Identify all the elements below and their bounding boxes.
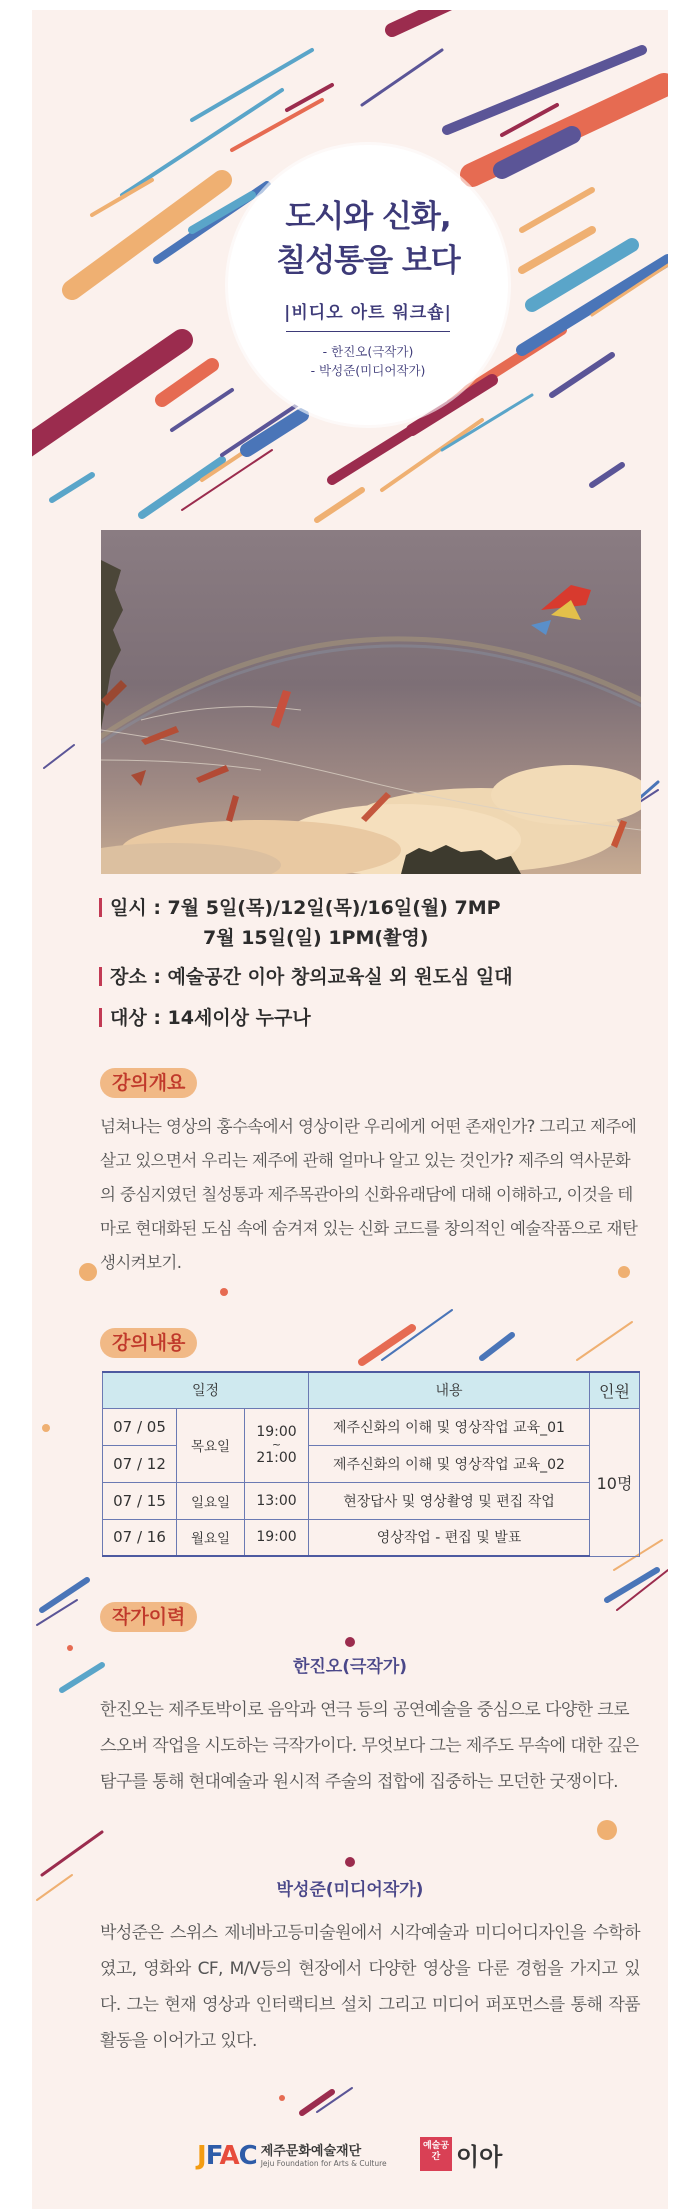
- artist-2-name: 박성준(미디어작가): [276, 1880, 424, 1900]
- row-content: 현장답사 및 영상촬영 및 편집 작업: [309, 1482, 590, 1519]
- info-target-text: 대상 : 14세이상 누구나: [110, 1007, 311, 1029]
- event-photo: [101, 530, 641, 874]
- artist-dot: [345, 1857, 355, 1867]
- header-schedule: 일정: [103, 1372, 309, 1408]
- info-bar: [99, 967, 102, 986]
- table-header-row: [103, 1372, 640, 1408]
- section-label-overview: 강의개요: [100, 1068, 197, 1098]
- jfac-logo: [197, 2137, 387, 2175]
- time-start: 19:00: [256, 1424, 297, 1440]
- row-date: 07 / 12: [103, 1445, 177, 1482]
- title-line-1: 도시와 신화,: [285, 199, 451, 235]
- section-label-content: 강의내용: [100, 1328, 197, 1358]
- ia-logo: [420, 2134, 502, 2174]
- artist-1-name: 한진오(극작가): [292, 1657, 408, 1677]
- info-date-extra: 7월 15일(일) 1PM(촬영): [203, 927, 429, 949]
- row-content: 제주신화의 이해 및 영상작업 교육_02: [309, 1445, 590, 1482]
- row-date: 07 / 15: [103, 1482, 177, 1519]
- title-circle: [228, 145, 508, 425]
- jfac-name-ko: 제주문화예술재단: [260, 2143, 362, 2159]
- jfac-name-en: Jeju Foundation for Arts & Culture: [260, 2158, 387, 2168]
- table-row: [103, 1408, 640, 1445]
- table-row: [103, 1519, 640, 1556]
- ia-logo-text: 이아: [456, 2142, 503, 2171]
- title-author-1: - 한진오(극작가): [322, 344, 414, 359]
- time-end: 21:00: [256, 1450, 297, 1466]
- section-label-artists: 작가이력: [100, 1602, 197, 1632]
- title-divider: [286, 331, 450, 332]
- row-people: 10명: [590, 1408, 640, 1556]
- header-content: 내용: [309, 1372, 590, 1408]
- info-place-text: 장소 : 예술공간 이아 창의교육실 외 원도심 일대: [110, 966, 513, 988]
- info-place: [99, 962, 513, 989]
- jfac-text: [261, 2144, 387, 2169]
- ia-logo-box: 예술공간: [420, 2137, 452, 2171]
- header-people: 인원: [590, 1372, 640, 1408]
- row-day-merged: 목요일: [177, 1408, 245, 1482]
- row-time: 13:00: [245, 1482, 309, 1519]
- row-day: 월요일: [177, 1519, 245, 1556]
- info-target: [99, 1003, 311, 1030]
- info-date-text: 일시 : 7월 5일(목)/12일(목)/16일(월) 7MP: [110, 897, 501, 919]
- title-subtitle: |비디오 아트 워크숍|: [284, 303, 452, 323]
- schedule-table: [102, 1371, 640, 1557]
- artist-2-bio: 박성준은 스위스 제네바고등미술원에서 시각예술과 미디어디자인을 수학하였고, 영화와 CF, M/V등의 현장에서 다양한 영상을 다룬 경험을 가지고 있다. 그는 현재 영상과 인터랙티브 설치 그리고 미디어 퍼포먼스를 통해 작품활동을 이어가고 있다.: [100, 1923, 640, 2051]
- time-tilde: ~: [271, 1438, 282, 1451]
- artist-1-bio: 한진오는 제주토박이로 음악과 연극 등의 공연예술을 중심으로 다양한 크로스오버 작업을 시도하는 극작가이다. 무엇보다 그는 제주도 무속에 대한 깊은 탐구를 통해 현대예술과 원시적 주술의 접합에 집중하는 모던한 굿쟁이다.: [100, 1700, 639, 1792]
- row-time-merged: [245, 1408, 309, 1482]
- row-date: 07 / 05: [103, 1408, 177, 1445]
- title-line-2: 칠성통을 보다: [276, 243, 460, 279]
- row-date: 07 / 16: [103, 1519, 177, 1556]
- row-content: 영상작업 - 편집 및 발표: [309, 1519, 590, 1556]
- info-bar: [99, 898, 102, 917]
- row-time: 19:00: [245, 1519, 309, 1556]
- jfac-mark: JFAC: [197, 2141, 257, 2171]
- row-day: 일요일: [177, 1482, 245, 1519]
- info-date: [99, 893, 501, 920]
- poster: [32, 10, 668, 2209]
- title-author-2: - 박성준(미디어작가): [310, 363, 426, 378]
- table-row: [103, 1482, 640, 1519]
- info-bar: [99, 1008, 102, 1027]
- artist-dot: [345, 1637, 355, 1647]
- row-content: 제주신화의 이해 및 영상작업 교육_01: [309, 1408, 590, 1445]
- overview-text: 넘쳐나는 영상의 홍수속에서 영상이란 우리에게 어떤 존재인가? 그리고 제주에 살고 있으면서 우리는 제주에 관해 얼마나 알고 있는 것인가? 제주의 역사문화의 중심지였던 칠성통과 제주목관아의 신화유래담에 대해 이해하고, 이것을 테마로 현대화된 도심 속에 숨겨져 있는 신화 코드를 창의적인 예술작품으로 재탄생시켜보기.: [100, 1117, 638, 1272]
